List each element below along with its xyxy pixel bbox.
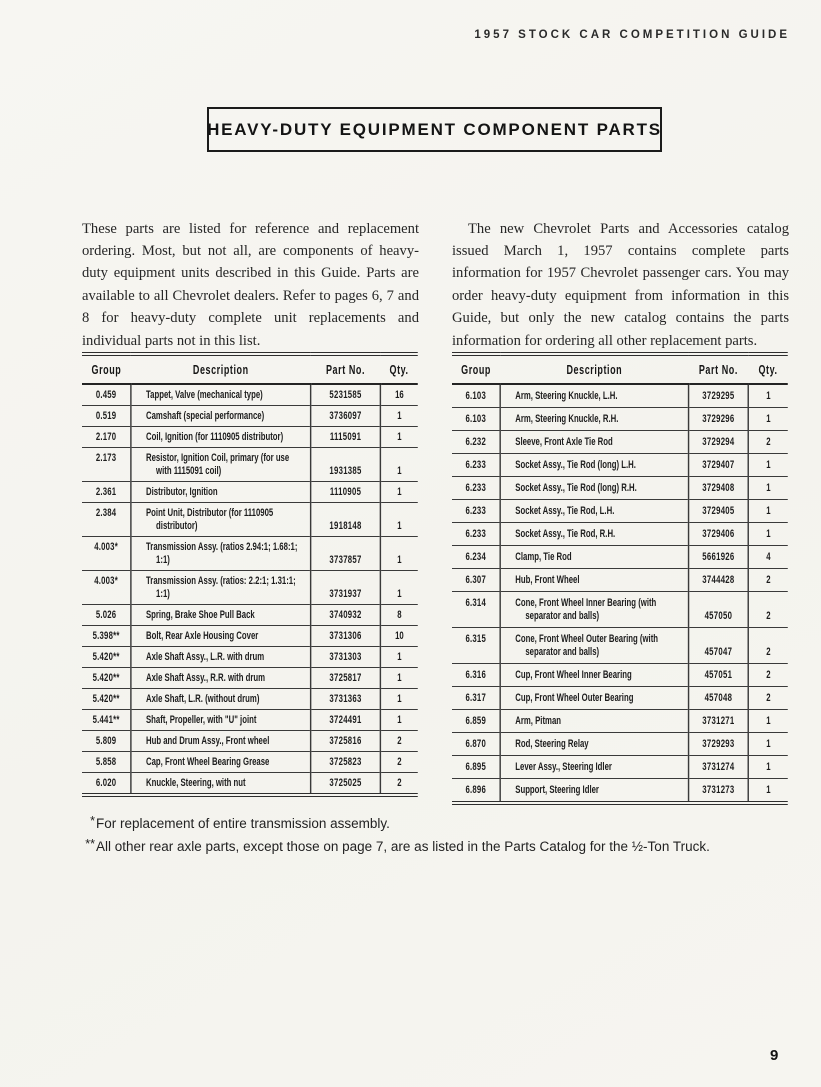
table-row [452, 628, 788, 664]
description-cell [500, 431, 688, 454]
left-parts-table [82, 352, 418, 797]
description-text: Point Unit, Distributor (for 1110905 distributor) [145, 506, 274, 532]
description-cell [131, 571, 311, 605]
qty-cell: 1 [748, 500, 788, 523]
description-text: Socket Assy., Tie Rod, R.H. [515, 527, 616, 540]
part-no-cell: 3736097 [311, 406, 381, 427]
part-no-column-header: Part No. [689, 354, 749, 384]
part-no-cell: 1931385 [311, 448, 381, 482]
right-table-body [452, 384, 788, 803]
group-cell: 5.420** [82, 647, 131, 668]
part-no-cell: 457051 [689, 664, 749, 687]
qty-cell: 1 [380, 537, 417, 571]
group-cell: 6.020 [82, 773, 131, 796]
table-row [452, 664, 788, 687]
part-no-cell: 3729294 [689, 431, 749, 454]
qty-cell: 2 [748, 687, 788, 710]
description-cell [500, 477, 688, 500]
footnote-text: For replacement of entire transmission assembly. [96, 816, 390, 831]
part-no-cell: 3731303 [311, 647, 381, 668]
description-text: Spring, Brake Shoe Pull Back [145, 608, 255, 621]
part-no-cell: 1115091 [311, 427, 381, 448]
right-parts-table-container [452, 352, 788, 805]
right-parts-table [452, 352, 788, 805]
group-cell: 6.232 [452, 431, 500, 454]
description-cell [500, 733, 688, 756]
part-no-cell: 3744428 [689, 569, 749, 592]
part-no-cell: 3731271 [689, 710, 749, 733]
description-cell [131, 710, 311, 731]
table-row [452, 431, 788, 454]
description-text: Camshaft (special performance) [145, 409, 265, 422]
table-row [82, 647, 418, 668]
left-table-body [82, 384, 418, 795]
group-cell: 6.859 [452, 710, 500, 733]
qty-cell: 1 [380, 710, 417, 731]
table-row [452, 592, 788, 628]
part-no-cell: 3731306 [311, 626, 381, 647]
table-row [82, 384, 418, 406]
part-no-cell: 5231585 [329, 388, 362, 401]
description-cell [131, 752, 311, 773]
part-no-cell: 3725025 [311, 773, 381, 796]
qty-cell: 1 [748, 477, 788, 500]
group-cell: 6.233 [452, 477, 500, 500]
guide-header: 1957 STOCK CAR COMPETITION GUIDE [474, 29, 790, 41]
description-text: Distributor, Ignition [145, 485, 218, 498]
description-text: Arm, Pitman [515, 714, 562, 727]
group-cell: 2.384 [82, 503, 131, 537]
description-cell [500, 500, 688, 523]
part-no-cell: 3729405 [689, 500, 749, 523]
qty-cell: 1 [748, 756, 788, 779]
description-cell [131, 689, 311, 710]
description-text: Knuckle, Steering, with nut [145, 776, 246, 789]
header-row [452, 354, 788, 384]
qty-cell: 1 [380, 503, 417, 537]
footnote-marker: * [90, 814, 95, 828]
group-cell: 2.173 [82, 448, 131, 482]
description-cell [131, 384, 311, 406]
page-title: HEAVY-DUTY EQUIPMENT COMPONENT PARTS [207, 119, 662, 139]
description-cell [500, 779, 688, 804]
part-no-cell: 5661926 [689, 546, 749, 569]
footnote-text: All other rear axle parts, except those on page 7, are as listed in the Parts Catalog for the ½-Ton Truck. [96, 839, 710, 854]
table-row [452, 384, 788, 408]
group-cell: 6.233 [452, 500, 500, 523]
table-row [82, 605, 418, 626]
group-cell: 4.003* [82, 537, 131, 571]
description-cell [500, 710, 688, 733]
group-cell: 2.170 [82, 427, 131, 448]
qty-cell: 10 [380, 626, 417, 647]
table-row [452, 408, 788, 431]
qty-cell: 1 [380, 406, 417, 427]
group-column-header: Group [82, 354, 131, 384]
qty-cell: 1 [748, 384, 788, 408]
description-cell [131, 773, 311, 796]
description-text: Rod, Steering Relay [515, 737, 589, 750]
part-no-cell: 3731273 [689, 779, 749, 804]
part-no-cell: 3731363 [311, 689, 381, 710]
group-cell: 6.870 [452, 733, 500, 756]
qty-cell: 1 [748, 408, 788, 431]
table-row [452, 779, 788, 804]
table-row [82, 626, 418, 647]
table-row [452, 687, 788, 710]
description-cell [131, 448, 311, 482]
description-text: Transmission Assy. (ratios 2.94:1; 1.68:1; 1:1) [145, 540, 298, 566]
qty-cell: 1 [748, 733, 788, 756]
description-cell [131, 482, 311, 503]
qty-column-header: Qty. [380, 354, 417, 384]
part-no-cell: 1918148 [311, 503, 381, 537]
part-no-cell: 3731937 [311, 571, 381, 605]
description-cell [500, 408, 688, 431]
table-row [82, 752, 418, 773]
description-text: Cup, Front Wheel Outer Bearing [515, 691, 634, 704]
group-cell: 0.519 [82, 406, 131, 427]
qty-cell: 1 [380, 482, 417, 503]
description-text: Shaft, Propeller, with "U" joint [145, 713, 257, 726]
part-no-cell: 1110905 [311, 482, 381, 503]
footnote-transmission [78, 811, 710, 834]
description-text: Socket Assy., Tie Rod (long) R.H. [515, 481, 637, 494]
part-no-cell: 3725823 [311, 752, 381, 773]
table-row [82, 731, 418, 752]
description-text: Lever Assy., Steering Idler [515, 760, 612, 773]
description-cell [131, 605, 311, 626]
table-row [82, 773, 418, 796]
qty-cell: 4 [748, 546, 788, 569]
description-text: Axle Shaft, L.R. (without drum) [145, 692, 260, 705]
part-no-cell: 3724491 [311, 710, 381, 731]
table-row [82, 427, 418, 448]
part-no-column-header: Part No. [311, 354, 381, 384]
group-cell: 2.361 [82, 482, 131, 503]
table-row [452, 477, 788, 500]
description-cell [500, 569, 688, 592]
group-cell: 6.233 [452, 454, 500, 477]
part-no-cell: 3725817 [311, 668, 381, 689]
description-cell [131, 626, 311, 647]
table-row [452, 523, 788, 546]
part-no-cell: 457050 [689, 592, 749, 628]
description-text: Cup, Front Wheel Inner Bearing [515, 668, 632, 681]
table-row [452, 500, 788, 523]
qty-cell: 1 [380, 448, 417, 482]
description-text: Socket Assy., Tie Rod, L.H. [515, 504, 615, 517]
qty-cell: 2 [380, 773, 417, 796]
qty-cell: 1 [748, 779, 788, 804]
left-table-header [82, 354, 418, 384]
qty-cell: 1 [380, 668, 417, 689]
description-text: Cap, Front Wheel Bearing Grease [145, 755, 270, 768]
qty-column-header: Qty. [748, 354, 788, 384]
group-cell: 6.103 [465, 389, 486, 402]
group-cell: 6.314 [452, 592, 500, 628]
group-cell: 5.441** [82, 710, 131, 731]
description-text: Resistor, Ignition Coil, primary (for use with 1115091 coil) [145, 451, 290, 477]
description-text: Arm, Steering Knuckle, R.H. [515, 412, 619, 425]
description-text: Transmission Assy. (ratios: 2.2:1; 1.31:1; 1:1) [145, 574, 296, 600]
table-row [452, 454, 788, 477]
qty-cell: 2 [748, 592, 788, 628]
qty-cell: 1 [380, 689, 417, 710]
qty-cell: 2 [748, 628, 788, 664]
qty-cell: 8 [380, 605, 417, 626]
description-cell [131, 537, 311, 571]
qty-cell: 1 [748, 523, 788, 546]
table-row [82, 710, 418, 731]
part-no-cell: 3725816 [311, 731, 381, 752]
group-cell: 0.459 [95, 388, 117, 401]
group-cell: 6.317 [452, 687, 500, 710]
group-cell: 6.234 [452, 546, 500, 569]
footnote-marker: ** [85, 837, 95, 851]
table-row [82, 689, 418, 710]
left-parts-table-container [82, 352, 418, 797]
part-no-cell: 3729293 [689, 733, 749, 756]
description-text: Axle Shaft Assy., R.R. with drum [145, 671, 266, 684]
qty-cell: 2 [748, 664, 788, 687]
table-row [82, 406, 418, 427]
group-cell: 4.003* [82, 571, 131, 605]
description-text: Clamp, Tie Rod [515, 550, 572, 563]
description-column-header: Description [500, 354, 688, 384]
qty-cell: 16 [380, 384, 417, 406]
group-cell: 6.896 [452, 779, 500, 804]
description-cell [131, 731, 311, 752]
description-text: Arm, Steering Knuckle, L.H. [515, 389, 618, 402]
description-text: Hub, Front Wheel [515, 573, 580, 586]
description-cell [500, 454, 688, 477]
footnote-rear-axle [78, 834, 710, 857]
description-cell [500, 687, 688, 710]
part-no-cell: 457048 [689, 687, 749, 710]
qty-cell: 1 [380, 427, 417, 448]
description-text: Coil, Ignition (for 1110905 distributor) [145, 430, 284, 443]
description-cell [500, 546, 688, 569]
description-cell [500, 523, 688, 546]
header-row [82, 354, 418, 384]
description-cell [131, 503, 311, 537]
description-cell [500, 628, 688, 664]
description-cell [131, 427, 311, 448]
group-cell: 6.315 [452, 628, 500, 664]
table-row [452, 710, 788, 733]
part-no-cell: 3729296 [689, 408, 749, 431]
table-row [82, 448, 418, 482]
table-row [82, 668, 418, 689]
group-cell: 5.809 [82, 731, 131, 752]
description-text: Axle Shaft Assy., L.R. with drum [145, 650, 265, 663]
part-no-cell: 3729407 [689, 454, 749, 477]
description-cell [131, 647, 311, 668]
qty-cell: 1 [748, 710, 788, 733]
qty-cell: 2 [380, 752, 417, 773]
group-column-header: Group [452, 354, 500, 384]
description-text: Hub and Drum Assy., Front wheel [145, 734, 270, 747]
part-no-cell: 3729406 [689, 523, 749, 546]
table-row [452, 756, 788, 779]
group-cell: 5.858 [82, 752, 131, 773]
qty-cell: 1 [380, 571, 417, 605]
table-row [452, 569, 788, 592]
group-cell: 6.233 [452, 523, 500, 546]
group-cell: 5.420** [82, 689, 131, 710]
qty-cell: 2 [748, 569, 788, 592]
qty-cell: 2 [380, 731, 417, 752]
intro-right-paragraph: The new Chevrolet Parts and Accessories catalog issued March 1, 1957 contains complete parts information for 1957 Chevrolet passenger cars. You may order heavy-duty equipment from information in this Guide, but only the new catalog contains the parts information for ordering all other replacement parts. [452, 220, 789, 349]
description-text: Cone, Front Wheel Outer Bearing (with separator and balls) [515, 632, 659, 658]
qty-cell: 2 [748, 431, 788, 454]
description-cell [500, 664, 688, 687]
description-text: Cone, Front Wheel Inner Bearing (with separator and balls) [515, 596, 657, 622]
qty-cell: 1 [748, 454, 788, 477]
qty-cell: 1 [380, 647, 417, 668]
part-no-cell: 3729295 [702, 389, 735, 402]
group-cell: 6.895 [452, 756, 500, 779]
description-text: Bolt, Rear Axle Housing Cover [145, 629, 259, 642]
part-no-cell: 3740932 [311, 605, 381, 626]
part-no-cell: 3729408 [689, 477, 749, 500]
group-cell: 5.398** [82, 626, 131, 647]
description-column-header: Description [131, 354, 311, 384]
group-cell: 6.316 [452, 664, 500, 687]
table-row [82, 503, 418, 537]
part-no-cell: 3731274 [689, 756, 749, 779]
group-cell: 5.026 [82, 605, 131, 626]
description-text: Support, Steering Idler [515, 783, 599, 796]
table-row [452, 546, 788, 569]
description-cell [500, 384, 688, 408]
footnotes [78, 811, 710, 857]
group-cell: 5.420** [82, 668, 131, 689]
description-cell [500, 592, 688, 628]
description-cell [500, 756, 688, 779]
table-row [82, 482, 418, 503]
description-cell [131, 668, 311, 689]
description-text: Sleeve, Front Axle Tie Rod [515, 435, 613, 448]
table-row [82, 537, 418, 571]
description-cell [131, 406, 311, 427]
description-text: Socket Assy., Tie Rod (long) L.H. [515, 458, 636, 471]
description-text: Tappet, Valve (mechanical type) [145, 388, 263, 401]
table-row [82, 571, 418, 605]
right-table-header [452, 354, 788, 384]
table-row [452, 733, 788, 756]
title-box [207, 107, 662, 152]
page-number: 9 [770, 1047, 779, 1064]
group-cell: 6.307 [452, 569, 500, 592]
part-no-cell: 457047 [689, 628, 749, 664]
intro-left-paragraph: These parts are listed for reference and replacement ordering. Most, but not all, are components of heavy-duty equipment units described in this Guide. Parts are available to all Chevrolet dealers. Refer to pages 6, 7 and 8 for heavy-duty complete unit replacements and individual parts not in this list. [82, 220, 419, 349]
group-cell: 6.103 [452, 408, 500, 431]
part-no-cell: 3737857 [311, 537, 381, 571]
